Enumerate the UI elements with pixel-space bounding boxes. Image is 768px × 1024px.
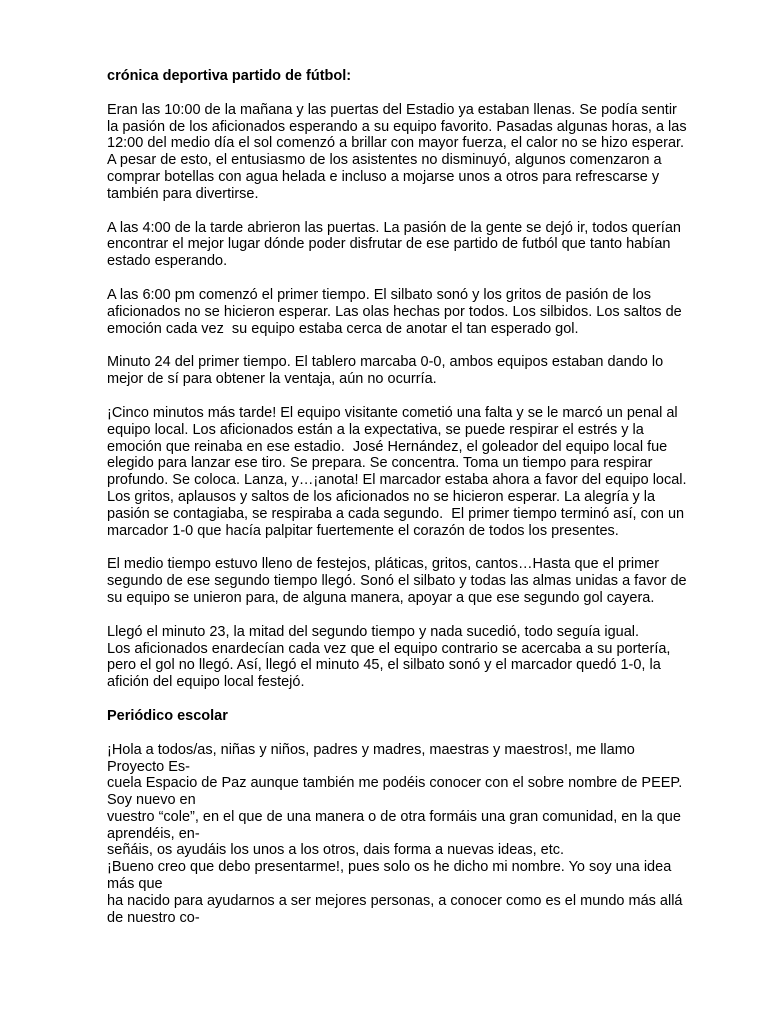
text-line: segundo de ese segundo tiempo llegó. Sonó el silbato y todas las almas unidas a favor de [107,573,687,590]
text-line: marcador 1-0 que hacía palpitar fuertemente el corazón de todos los presentes. [107,522,619,539]
paragraph-4 [107,354,667,388]
text-line: Los aficionados enardecían cada vez que el equipo contrario se acercaba a su portería, [107,640,671,657]
paragraph-5 [107,404,687,539]
text-line: más que [107,876,163,893]
text-line: ha nacido para ayudarnos a ser mejores personas, a conocer como es el mundo más allá [107,892,683,909]
text-line: afición del equipo local festejó. [107,674,305,691]
text-line: equipo local. Los aficionados están a la expectativa, se puede respirar el estrés y la [107,421,644,438]
text-line: también para divertirse. [107,185,259,202]
text-line: señáis, os ayudáis los unos a los otros, dais forma a nuevas ideas, etc. [107,842,564,859]
text-line: Eran las 10:00 de la mañana y las puertas del Estadio ya estaban llenas. Se podía sentir [107,101,677,118]
text-line: Llegó el minuto 23, la mitad del segundo tiempo y nada sucedió, todo seguía igual. [107,623,640,640]
text-line: 12:00 del medio día el sol comenzó a brillar con mayor fuerza, el calor no se hizo esperar. [107,135,685,152]
text-line: Soy nuevo en [107,792,196,809]
school-paper-paragraph [107,741,683,927]
paragraph-2 [107,219,681,270]
text-line: vuestro “cole”, en el que de una manera o de otra formáis una gran comunidad, en la que [107,808,681,825]
text-line: Proyecto Es- [107,758,190,775]
paragraph-1 [107,101,687,203]
text-line: comprar botellas con agua helada e incluso a mojarse unos a otros para refrescarse y [107,168,660,185]
text-line: de nuestro co- [107,909,200,926]
paragraph-6 [107,556,687,606]
text-line: A pesar de esto, el entusiasmo de los asistentes no disminuyó, algunos comenzaron a [107,152,662,169]
paragraph-7 [107,623,671,691]
section-title-periodico: Periódico escolar [107,707,228,724]
text-line: estado esperando. [107,253,228,270]
paragraph-3 [107,286,682,337]
text-line: A las 6:00 pm comenzó el primer tiempo. El silbato sonó y los gritos de pasión de los [107,286,652,303]
text-line: ¡Hola a todos/as, niñas y niños, padres y madres, maestras y maestros!, me llamo [107,741,635,758]
text-line: elegido para lanzar ese tiro. Se prepara. Se concentra. Toma un tiempo para respirar [107,455,653,472]
text-line: mejor de sí para obtener la ventaja, aún no ocurría. [107,371,437,388]
text-line: pero el gol no llegó. Así, llegó el minuto 45, el silbato sonó y el marcador quedó 1-0, la [107,657,661,674]
text-line: emoción que reinaba en ese estadio. José Hernández, el goleador del equipo local fue [107,438,668,455]
text-line: El medio tiempo estuvo lleno de festejos, pláticas, gritos, cantos…Hasta que el primer [107,556,660,573]
text-line: A las 4:00 de la tarde abrieron las puertas. La pasión de la gente se dejó ir, todos querían [107,219,681,236]
text-line: emoción cada vez su equipo estaba cerca de anotar el tan esperado gol. [107,320,579,337]
text-line: aprendéis, en- [107,825,200,842]
document-body [107,68,687,943]
text-line: aficionados no se hicieron esperar. Las olas hechas por todos. Los silbidos. Los saltos de [107,303,682,320]
text-line: Minuto 24 del primer tiempo. El tablero marcaba 0-0, ambos equipos estaban dando lo [107,354,664,371]
text-line: Los gritos, aplausos y saltos de los aficionados no se hicieron esperar. La alegría y la [107,488,656,505]
text-line: encontrar el mejor lugar dónde poder disfrutar de ese partido de futból que tanto habían [107,236,671,253]
document-title: crónica deportiva partido de fútbol: [107,68,352,84]
text-line: su equipo se unieron para, de alguna manera, apoyar a que ese segundo gol cayera. [107,589,655,606]
text-line: ¡Bueno creo que debo presentarme!, pues solo os he dicho mi nombre. Yo soy una idea [107,859,672,876]
text-line: pasión se contagiaba, se respiraba a cada segundo. El primer tiempo terminó así, con un [107,505,685,522]
text-line: la pasión de los aficionados esperando a su equipo favorito. Pasadas algunas horas, a las [107,118,687,135]
text-line: cuela Espacio de Paz aunque también me podéis conocer con el sobre nombre de PEEP. [107,775,683,792]
text-line: ¡Cinco minutos más tarde! El equipo visitante cometió una falta y se le marcó un penal al [107,404,678,421]
text-line: profundo. Se coloca. Lanza, y…¡anota! El marcador estaba ahora a favor del equipo local. [107,472,687,489]
